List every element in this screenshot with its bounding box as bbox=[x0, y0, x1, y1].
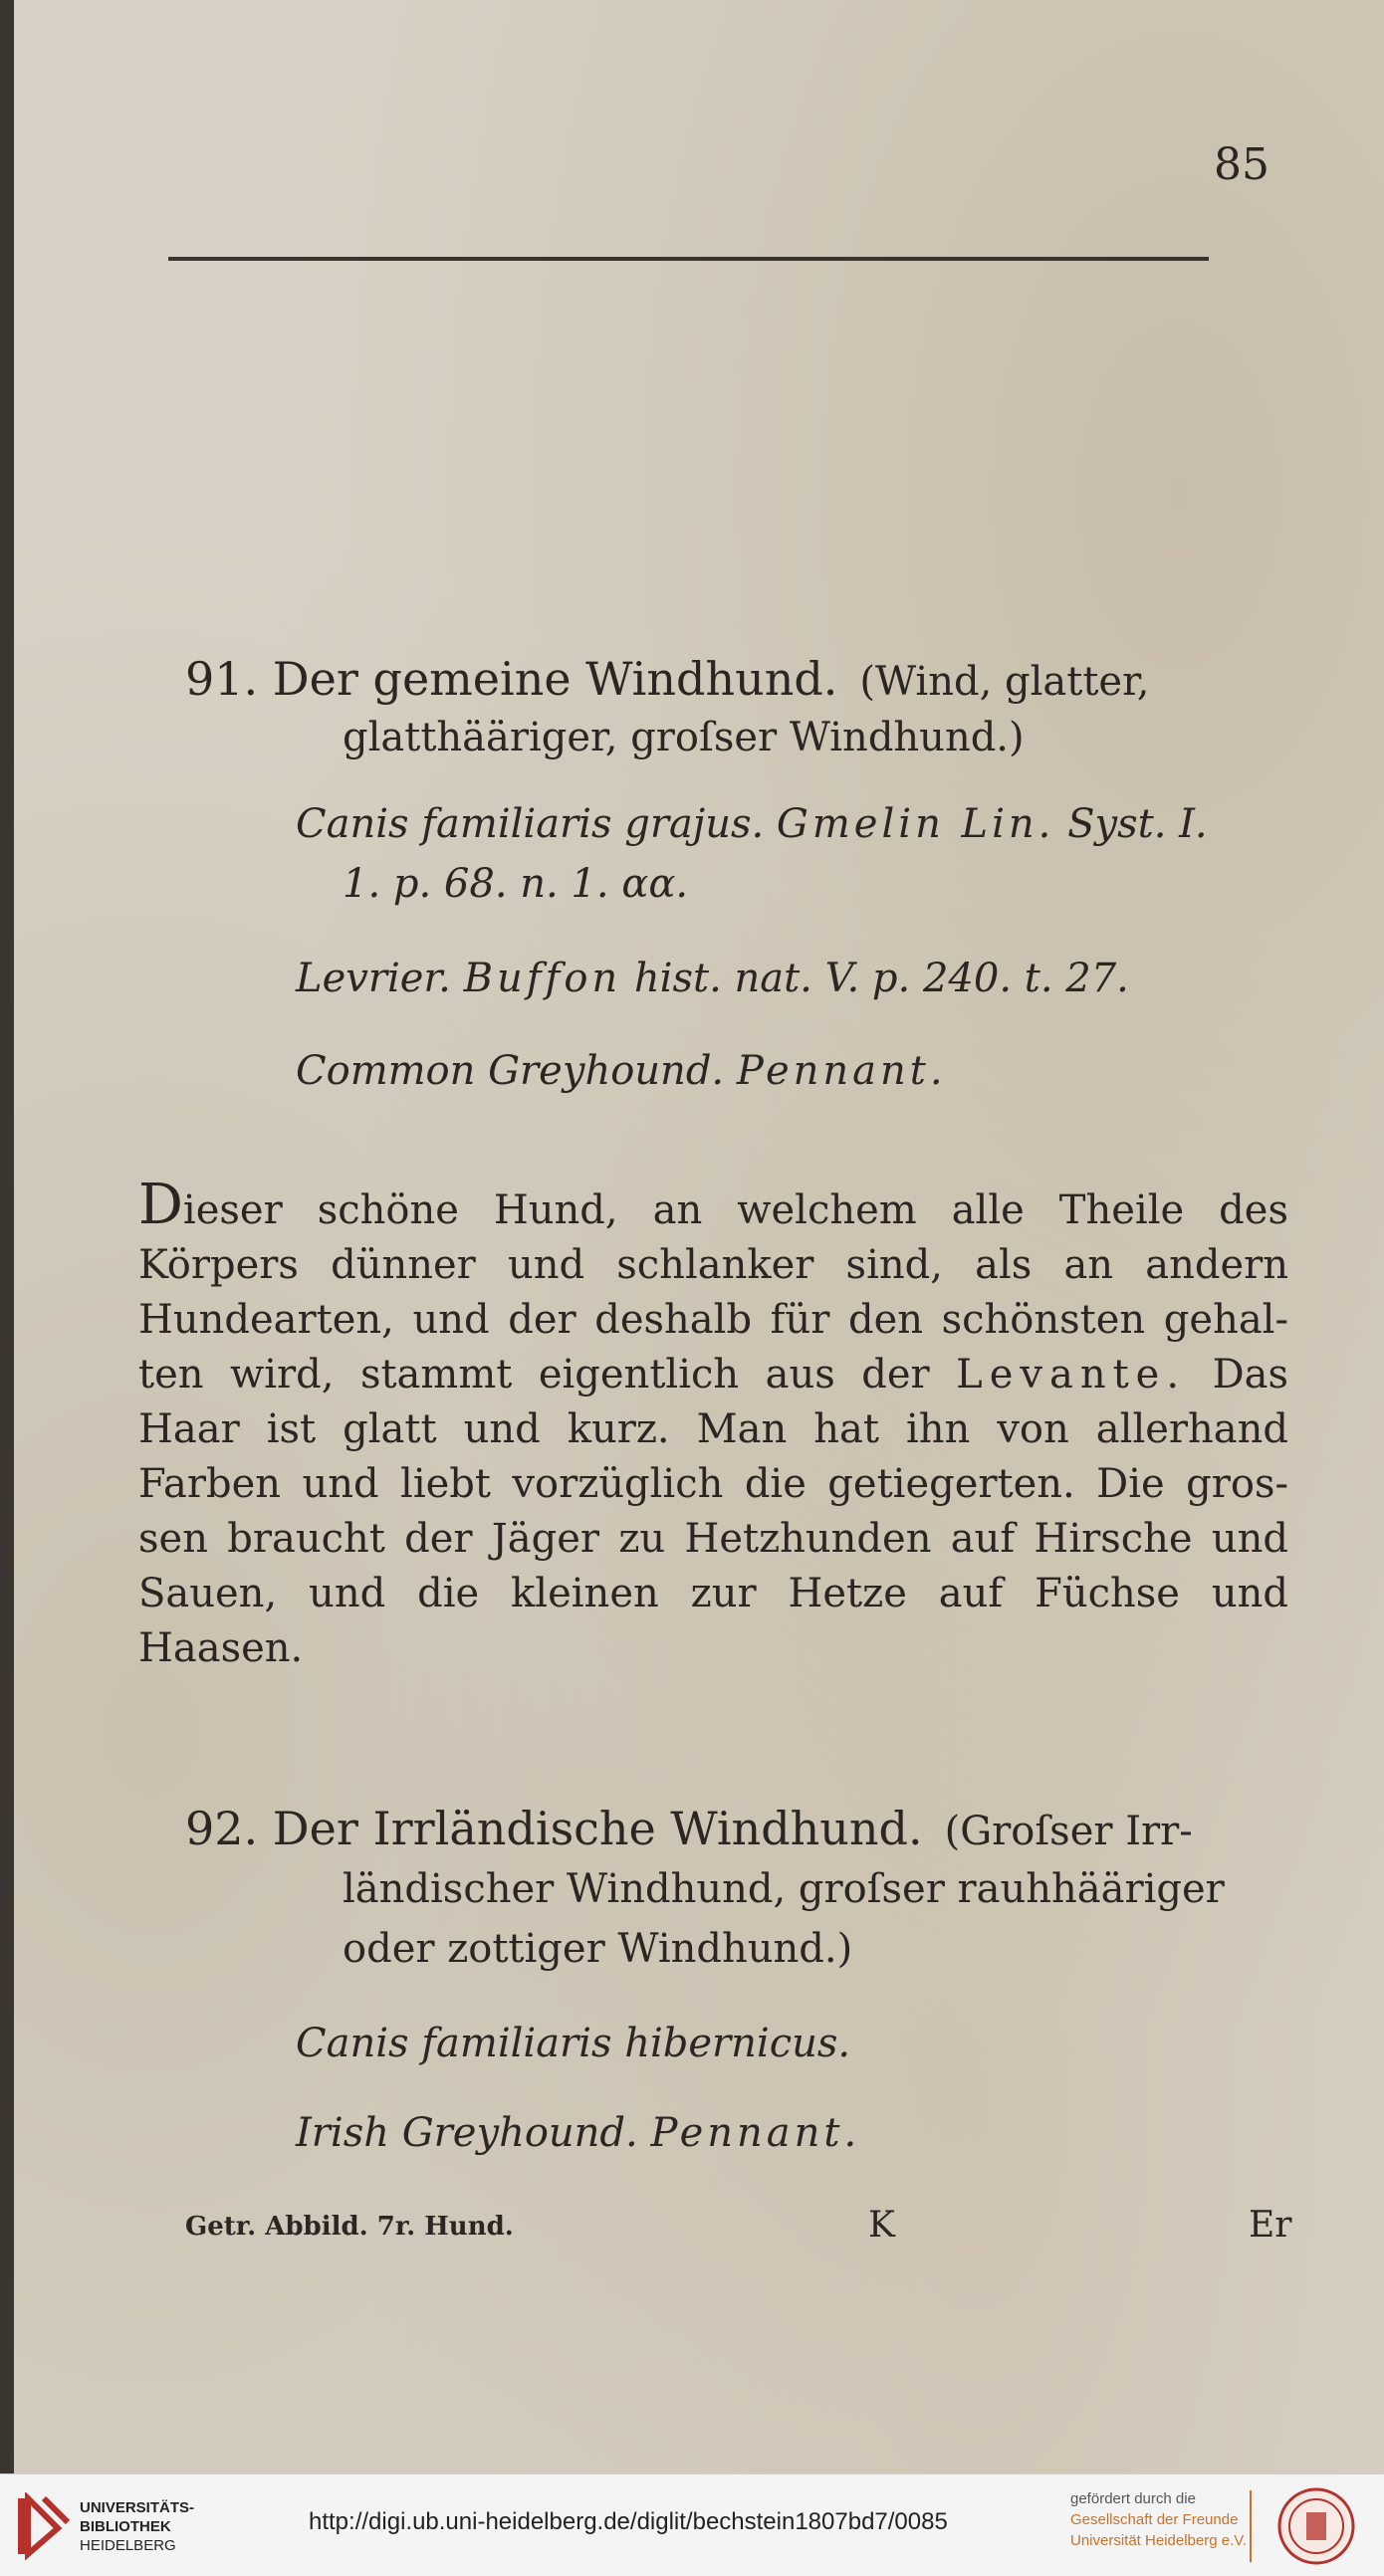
entry-91-title: 91. Der gemeine Windhund. bbox=[185, 652, 838, 706]
permalink-url[interactable]: http://digi.ub.uni-heidelberg.de/diglit/bechstein1807bd7/0085 bbox=[309, 2508, 948, 2535]
sheet-mark: K bbox=[868, 2205, 895, 2246]
entry-92-synonym-1: Canis familiaris hibernicus. bbox=[296, 2021, 851, 2066]
line-text: ieser schöne Hund, an welchem alle Theile des bbox=[182, 1187, 1288, 1233]
entry-91-synonym-1-cont: 1. p. 68. n. 1. αα. bbox=[343, 861, 689, 907]
paragraph-line-5: Haar ist glatt und kurz. Man hat ihn von allerhand bbox=[138, 1406, 1288, 1452]
society-seal-icon bbox=[1276, 2486, 1356, 2566]
library-logo-icon bbox=[16, 2492, 70, 2560]
synonym-name: Common Greyhound. bbox=[296, 1048, 725, 1094]
sponsor-text bbox=[1070, 2488, 1247, 2551]
entry-92-title: 92. Der Irrländische Windhund. bbox=[185, 1802, 923, 1855]
paragraph-line-7: sen braucht der Jäger zu Hetzhunden auf Hirsche und bbox=[138, 1516, 1288, 1562]
paragraph-line-2: Körpers dünner und schlanker sind, als an andern bbox=[138, 1242, 1288, 1288]
entry-91-synonym-3 bbox=[296, 1048, 947, 1094]
synonym-author: Buffon bbox=[463, 956, 622, 1001]
library-name bbox=[80, 2498, 194, 2555]
sponsor-name: Gesellschaft der Freunde bbox=[1070, 2511, 1239, 2528]
paragraph-line-1 bbox=[138, 1173, 1288, 1237]
synonym-author: Gmelin Lin. bbox=[776, 801, 1055, 847]
entry-91-aside-cont: glatthääriger, groſser Windhund.) bbox=[343, 715, 1025, 760]
catchword: Er bbox=[1249, 2205, 1292, 2246]
entry-91-aside: (Wind, glatter, bbox=[859, 659, 1150, 705]
paragraph-line-4 bbox=[138, 1352, 1288, 1397]
library-name-line: BIBLIOTHEK bbox=[80, 2518, 171, 2535]
synonym-name: Levrier. bbox=[296, 956, 451, 1001]
synonym-ref: Syst. I. bbox=[1067, 801, 1208, 847]
paragraph-line-3: Hundearten, und der deshalb für den schönsten gehal- bbox=[138, 1297, 1288, 1343]
page-number: 85 bbox=[1214, 139, 1269, 190]
viewer-footer-bar bbox=[0, 2473, 1384, 2576]
signature-line: Getr. Abbild. 7r. Hund. bbox=[185, 2212, 514, 2242]
header-rule bbox=[168, 257, 1209, 261]
sponsor-name: Universität Heidelberg e.V. bbox=[1070, 2532, 1248, 2549]
synonym-name: Canis familiaris grajus. bbox=[296, 801, 765, 847]
drop-cap: D bbox=[138, 1173, 183, 1237]
entry-91-synonym-1 bbox=[296, 801, 1208, 847]
line-text: ten wird, stammt eigentlich aus der bbox=[138, 1352, 930, 1397]
synonym-author: Pennant. bbox=[650, 2110, 861, 2156]
sponsor-divider bbox=[1250, 2490, 1252, 2562]
entry-92-aside-cont-1: ländischer Windhund, groſser rauhhääriger bbox=[343, 1866, 1225, 1912]
sponsor-label: gefördert durch die bbox=[1070, 2490, 1196, 2507]
library-name-line: HEIDELBERG bbox=[80, 2537, 176, 2554]
entry-92-synonym-2 bbox=[296, 2110, 860, 2156]
synonym-ref: hist. nat. V. p. 240. t. 27. bbox=[633, 956, 1129, 1001]
entry-92-aside: (Groſser Irr- bbox=[944, 1809, 1193, 1854]
synonym-author: Pennant. bbox=[736, 1048, 947, 1094]
paragraph-line-9: Haasen. bbox=[138, 1625, 304, 1671]
spaced-word: Levante. bbox=[956, 1352, 1187, 1397]
paragraph-line-8: Sauen, und die kleinen zur Hetze auf Füchse und bbox=[138, 1571, 1288, 1616]
entry-92-heading bbox=[185, 1802, 1193, 1855]
paragraph-line-6: Farben und liebt vorzüglich die getiegerten. Die gros- bbox=[138, 1461, 1288, 1507]
synonym-name: Irish Greyhound. bbox=[296, 2110, 638, 2156]
entry-92-aside-cont-2: oder zottiger Windhund.) bbox=[343, 1926, 853, 1972]
entry-91-heading bbox=[185, 652, 1150, 706]
entry-91-synonym-2 bbox=[296, 956, 1129, 1001]
line-text: Das bbox=[1212, 1352, 1289, 1397]
library-name-line: UNIVERSITÄTS- bbox=[80, 2499, 195, 2516]
